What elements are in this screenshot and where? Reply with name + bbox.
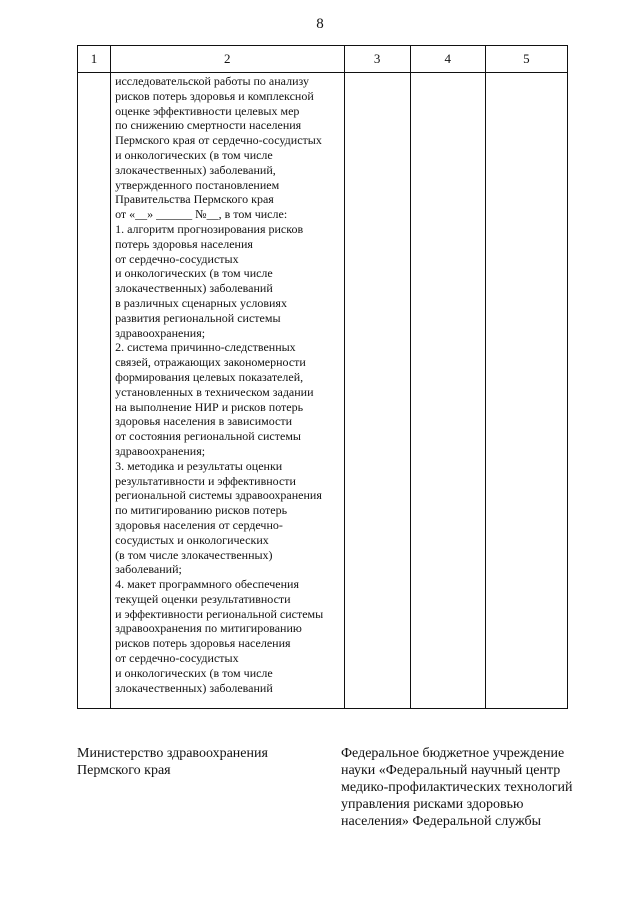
- signatory-left: [77, 745, 268, 779]
- description-line: здоровья населения в зависимости: [115, 414, 293, 429]
- cell-col1: [78, 73, 111, 709]
- description-line: рисков потерь здоровья населения: [115, 636, 291, 651]
- description-line: от сердечно-сосудистых: [115, 251, 239, 266]
- description-line: заболеваний;: [115, 562, 182, 577]
- description-line: 4. макет программного обеспечения: [115, 577, 299, 592]
- column-header-5: 5: [485, 46, 567, 73]
- description-line: развития региональной системы: [115, 310, 281, 325]
- column-header-1: 1: [78, 46, 111, 73]
- description-line: злокачественных) заболеваний: [115, 680, 273, 695]
- description-line: по снижению смертности населения: [115, 118, 302, 133]
- description-line: оценке эффективности целевых мер: [115, 103, 300, 118]
- document-table: [77, 45, 568, 709]
- description-line: 2. система причинно-следственных: [115, 340, 296, 355]
- description-line: и эффективности региональной системы: [115, 606, 324, 621]
- signatory-right-line: Федеральное бюджетное учреждение: [341, 746, 565, 761]
- signatory-right-line: населения» Федеральной службы: [341, 814, 542, 829]
- description-line: рисков потерь здоровья и комплексной: [115, 88, 314, 103]
- description-line: и онкологических (в том числе: [115, 147, 273, 162]
- description-line: формирования целевых показателей,: [115, 369, 304, 384]
- signatory-left-line: Пермского края: [77, 763, 171, 778]
- description-line: от состояния региональной системы: [115, 429, 301, 444]
- table-row: [78, 73, 568, 709]
- description-line: по митигированию рисков потерь: [115, 503, 288, 518]
- description-line: и онкологических (в том числе: [115, 665, 273, 680]
- signatory-right-line: науки «Федеральный научный центр: [341, 763, 561, 778]
- description-line: (в том числе злокачественных): [115, 547, 273, 562]
- description-line: результативности и эффективности: [115, 473, 296, 488]
- description-line: 3. методика и результаты оценки: [115, 458, 283, 473]
- description-line: потерь здоровья населения: [115, 236, 253, 251]
- description-line: злокачественных) заболеваний: [115, 281, 273, 296]
- cell-col4: [410, 73, 485, 709]
- cell-col5: [485, 73, 567, 709]
- description-line: на выполнение НИР и рисков потерь: [115, 399, 304, 414]
- description-line: утвержденного постановлением: [115, 177, 280, 192]
- column-header-3: 3: [344, 46, 410, 73]
- signatory-right-line: медико-профилактических технологий: [341, 780, 573, 795]
- cell-description: [111, 73, 344, 709]
- description-line: здравоохранения;: [115, 443, 206, 458]
- page-number: 8: [316, 16, 324, 32]
- description-line: связей, отражающих закономерности: [115, 355, 306, 370]
- signatory-right-line: управления рисками здоровью: [341, 797, 524, 812]
- description-line: и онкологических (в том числе: [115, 266, 273, 281]
- description-line: здравоохранения;: [115, 325, 206, 340]
- description-line: от «__» ______ №__, в том числе:: [115, 207, 288, 222]
- description-line: региональной системы здравоохранения: [115, 488, 322, 503]
- description-line: установленных в техническом задании: [115, 384, 314, 399]
- table-header-row: [78, 46, 568, 73]
- description-line: сосудистых и онкологических: [115, 532, 269, 547]
- signatory-right: [341, 745, 573, 830]
- description-line: Пермского края от сердечно-сосудистых: [115, 133, 322, 148]
- column-header-2: 2: [111, 46, 344, 73]
- description-line: Правительства Пермского края: [115, 192, 274, 207]
- description-line: в различных сценарных условиях: [115, 295, 287, 310]
- signatory-left-line: Министерство здравоохранения: [77, 746, 268, 761]
- description-line: здоровья населения от сердечно-: [115, 517, 283, 532]
- description-line: здравоохранения по митигированию: [115, 621, 302, 636]
- description-line: текущей оценки результативности: [115, 591, 291, 606]
- description-line: от сердечно-сосудистых: [115, 651, 239, 666]
- column-header-4: 4: [410, 46, 485, 73]
- description-line: 1. алгоритм прогнозирования рисков: [115, 221, 304, 236]
- description-line: исследовательской работы по анализу: [115, 74, 310, 88]
- cell-col3: [344, 73, 410, 709]
- description-line: злокачественных) заболеваний,: [115, 162, 276, 177]
